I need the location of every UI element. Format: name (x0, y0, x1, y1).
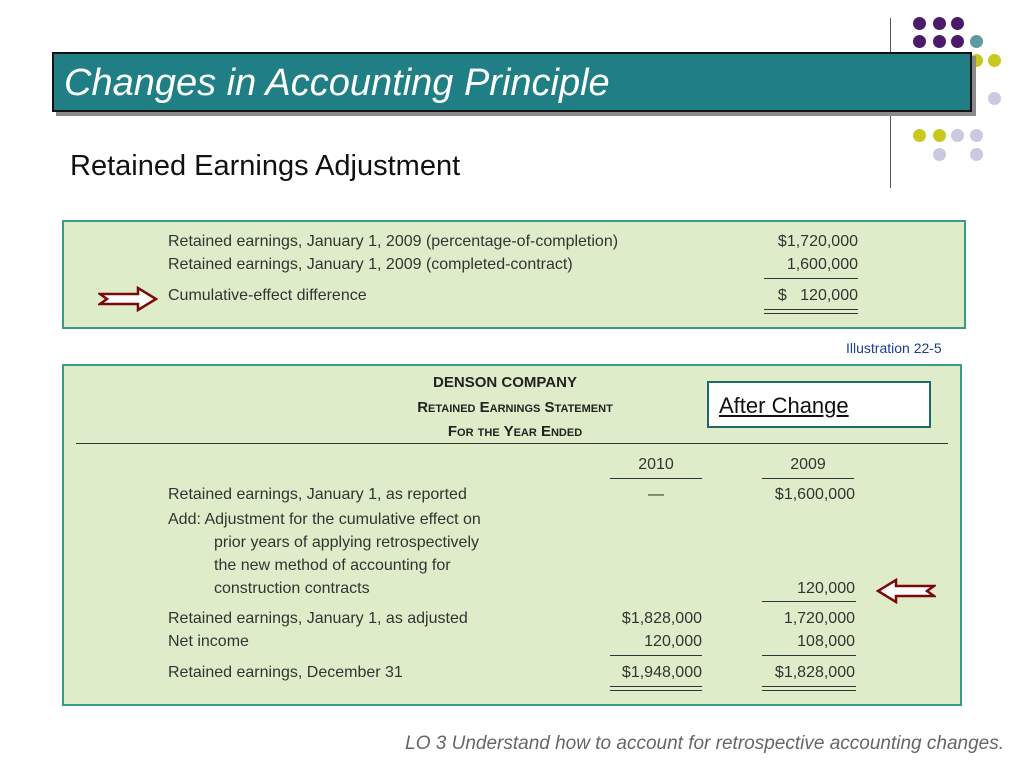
column-underline (762, 478, 854, 479)
dot (951, 129, 964, 142)
double-underline (610, 690, 702, 691)
statement-value-2009: $1,600,000 (774, 486, 855, 503)
statement-value-2010: — (648, 486, 664, 503)
company-name: DENSON COMPANY (433, 374, 577, 391)
callout-text: After Change (719, 393, 849, 418)
statement-name: Retained Earnings Statement (417, 399, 613, 416)
row-amount: $ 120,000 (777, 287, 858, 304)
row-amount: 1,600,000 (786, 256, 858, 273)
column-header-2009: 2009 (790, 456, 826, 473)
statement-row-label: Retained earnings, January 1, as reported (168, 486, 467, 503)
statement-value-2009: 120,000 (797, 580, 855, 597)
statement-value-2009: 108,000 (797, 633, 855, 650)
dot (913, 129, 926, 142)
statement-value-2010: $1,828,000 (621, 610, 702, 627)
dot (970, 35, 983, 48)
statement-row-label: prior years of applying retrospectively (214, 534, 480, 551)
dot (988, 54, 1001, 67)
dot (951, 17, 964, 30)
column-header-2010: 2010 (638, 456, 674, 473)
after-change-callout (707, 381, 931, 428)
illustration-label: Illustration 22-5 (846, 340, 942, 356)
left-arrow-icon (876, 578, 936, 604)
underline (610, 655, 702, 656)
statement-row-label: Retained earnings, December 31 (168, 664, 403, 681)
learning-objective-footer: LO 3 Understand how to account for retrospective accounting changes. (405, 733, 1004, 754)
column-underline (610, 478, 702, 479)
statement-row-label: Retained earnings, January 1, as adjusted (168, 610, 468, 627)
statement-row-label: Add: Adjustment for the cumulative effect on (168, 511, 481, 528)
statement-value-2009: $1,828,000 (774, 664, 855, 681)
slide-title: Changes in Accounting Principle (64, 62, 610, 104)
dot (970, 129, 983, 142)
statement-value-2010: $1,948,000 (621, 664, 702, 681)
statement-row-label: construction contracts (214, 580, 370, 597)
dot (933, 17, 946, 30)
statement-row-label: the new method of accounting for (214, 557, 451, 574)
dot (951, 35, 964, 48)
statement-value-2009: 1,720,000 (783, 610, 855, 627)
underline (764, 278, 858, 279)
title-bar (52, 52, 972, 112)
statement-row-label: Net income (168, 633, 249, 650)
header-rule (76, 443, 948, 444)
dot (933, 129, 946, 142)
double-underline (610, 686, 702, 687)
underline (762, 655, 856, 656)
underline (762, 601, 856, 602)
dot (988, 92, 1001, 105)
dot (913, 35, 926, 48)
double-underline (762, 686, 856, 687)
double-underline (764, 313, 858, 314)
dot (970, 148, 983, 161)
row-label: Cumulative-effect difference (168, 287, 367, 304)
dot (933, 148, 946, 161)
right-arrow-icon (98, 286, 158, 312)
dot (913, 17, 926, 30)
row-label: Retained earnings, January 1, 2009 (completed-contract) (168, 256, 573, 273)
statement-period: For the Year Ended (447, 423, 583, 440)
row-amount: $1,720,000 (777, 233, 858, 250)
row-label: Retained earnings, January 1, 2009 (percentage-of-completion) (168, 233, 619, 250)
dot (933, 35, 946, 48)
double-underline (762, 690, 856, 691)
double-underline (764, 309, 858, 310)
statement-value-2010: 120,000 (644, 633, 702, 650)
slide-subtitle: Retained Earnings Adjustment (70, 150, 461, 182)
